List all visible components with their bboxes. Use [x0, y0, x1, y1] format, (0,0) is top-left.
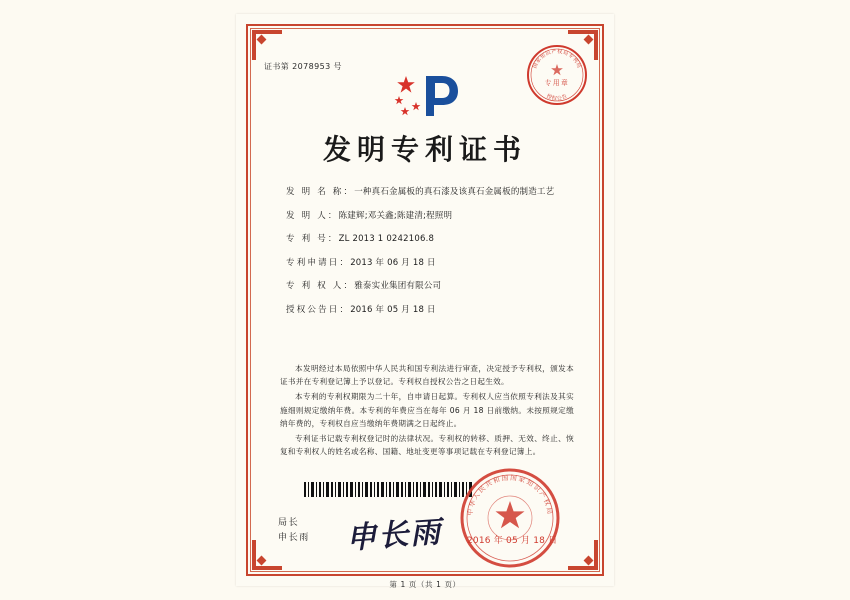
seal-date: 2016 年 05 月 18 日 — [467, 536, 558, 546]
page-title: 发明专利证书 — [322, 133, 527, 166]
legal-paragraph: 本发明经过本局依照中华人民共和国专利法进行审查，决定授予专利权，颁发本证书并在专利登记簿上予以登记。专利权自授权公告之日起生效。 — [280, 364, 574, 387]
field-value: 陈建辉;邓关鑫;陈建清;程照明 — [338, 210, 453, 221]
page-number: 第 1 页（共 1 页） — [389, 580, 461, 589]
field-row — [286, 186, 576, 198]
barcode — [304, 482, 472, 497]
field-value: 雅泰实业集团有限公司 — [354, 281, 442, 291]
field-label: 专 利 号： — [286, 234, 339, 244]
director-name: 申长雨 — [278, 533, 310, 543]
svg-text:专用章: 专用章 — [544, 79, 570, 87]
legal-body-text — [280, 362, 574, 460]
field-value: 一种真石金属板的真石漆及该真石金属板的制造工艺 — [354, 187, 555, 197]
signature-block — [278, 516, 310, 546]
legal-paragraph: 专利证书记载专利权登记时的法律状况。专利权的转移、质押、无效、终止、恢复和专利权人的姓名或名称、国籍、地址变更等事项记载在专利登记簿上。 — [280, 434, 574, 457]
director-title: 局长 — [278, 518, 300, 528]
legal-paragraph: 本专利的专利权期限为二十年，自申请日起算。专利权人应当依照专利法及其实施细则规定缴纳年费。本专利的年费应当在每年 06 月 18 日前缴纳。未按照规定缴纳年费的，专利权自应当缴纳年费期满之日起终止。 — [280, 392, 574, 428]
field-row — [286, 233, 576, 245]
field-row — [286, 210, 576, 222]
field-value: ZL 2013 1 0242106.8 — [338, 234, 435, 244]
field-list — [286, 186, 576, 327]
handwritten-signature: 申长雨 — [345, 514, 444, 557]
field-value: 2016 年 05 月 18 日 — [350, 304, 436, 315]
svg-text:授权公告: 授权公告 — [545, 93, 569, 103]
authorization-stamp-icon — [526, 44, 588, 106]
certificate-number: 证书第 2078953 号 — [264, 62, 342, 71]
svg-text:国家知识产权局专利局: 国家知识产权局专利局 — [532, 48, 582, 70]
field-label: 发 明 人： — [286, 210, 339, 221]
certificate-paper — [236, 14, 614, 589]
field-row — [286, 280, 576, 292]
field-row — [286, 304, 576, 316]
field-row — [286, 257, 576, 269]
cnipa-logo-icon — [392, 72, 462, 120]
field-label: 发 明 名 称： — [286, 187, 355, 197]
field-label: 专利申请日： — [286, 257, 351, 268]
field-label: 授权公告日： — [286, 304, 351, 315]
svg-text:中华人民共和国国家知识产权局: 中华人民共和国国家知识产权局 — [465, 473, 555, 517]
national-seal-icon — [458, 466, 562, 570]
field-value: 2013 年 06 月 18 日 — [350, 257, 436, 268]
field-label: 专 利 权 人： — [286, 281, 355, 291]
